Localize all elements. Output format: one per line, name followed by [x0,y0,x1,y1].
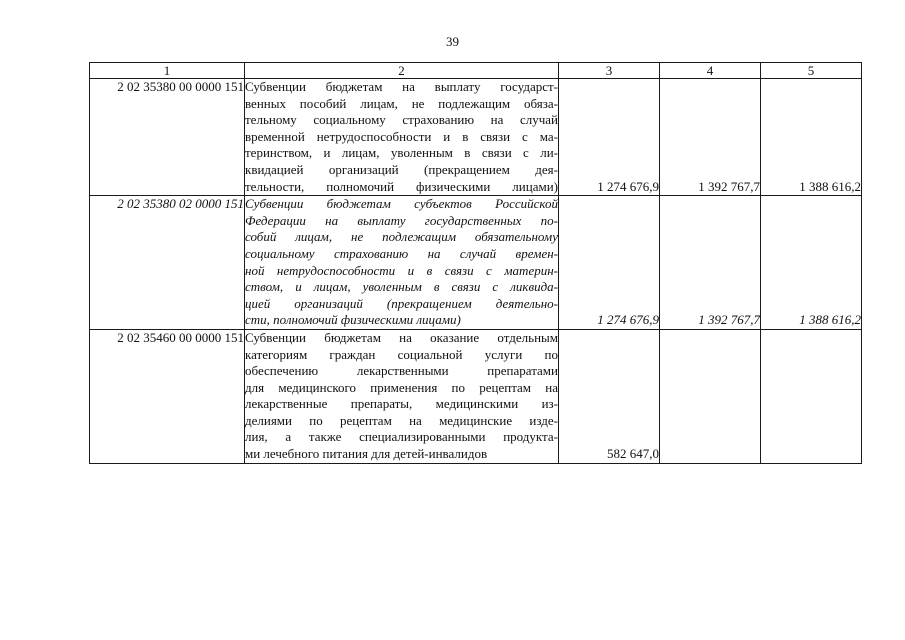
table-row [90,329,862,463]
amount-col4-cell [660,329,761,463]
amount-col5-cell: 1 388 616,2 [761,79,862,196]
description-line: квидацией организаций (прекращением дея- [245,161,558,177]
column-header-3: 3 [559,63,660,79]
description-line: Федерации на выплату государственных по- [245,212,558,228]
description-line: лия, а также специализированными продукта- [245,429,558,445]
description-line: тельному социальному страхованию на случай [245,112,558,128]
column-header-4: 4 [660,63,761,79]
description-line: Субвенции бюджетам на оказание отдельным [245,329,558,345]
description-line: обеспечению лекарственными препаратами [245,363,558,379]
table-header-row [90,63,862,79]
description-line: ной нетрудоспособности и в связи с материн- [245,262,558,278]
amount-col4-cell: 1 392 767,7 [660,79,761,196]
column-header-2: 2 [245,63,559,79]
description-line: социальному страхованию на случай времен- [245,245,558,261]
description-line: цией организаций (прекращением деятельно- [245,295,558,311]
amount-col3-cell: 1 274 676,9 [559,79,660,196]
budget-code-cell: 2 02 35460 00 0000 151 [90,329,245,463]
description-line: венных пособий лицам, не подлежащим обяза- [245,95,558,111]
description-line: временной нетрудоспособности и в связи с ма- [245,128,558,144]
description-cell [245,196,559,330]
description-line: категориям граждан социальной услуги по [245,346,558,362]
description-cell [245,329,559,463]
amount-col5-cell: 1 388 616,2 [761,196,862,330]
table-row [90,196,862,330]
description-cell [245,79,559,196]
amount-col3-cell: 1 274 676,9 [559,196,660,330]
budget-code-cell: 2 02 35380 00 0000 151 [90,79,245,196]
column-header-5: 5 [761,63,862,79]
description-line: ми лечебного питания для детей-инвалидов [245,446,488,462]
description-line: для медицинского применения по рецептам на [245,379,558,395]
table-row [90,79,862,196]
description-line: делиями по рецептам на медицинские изде- [245,412,558,428]
budget-code-cell: 2 02 35380 02 0000 151 [90,196,245,330]
description-line: лекарственные препараты, медицинскими из- [245,396,558,412]
description-line: собий лицам, не подлежащим обязательному [245,229,558,245]
budget-table [89,62,862,464]
description-line: теринством, и лицам, уволенным в связи с ли- [245,145,558,161]
page-number: 39 [446,34,459,49]
description-line: ством, и лицам, уволенным в связи с ликвида- [245,279,558,295]
amount-col4-cell: 1 392 767,7 [660,196,761,330]
amount-col3-cell: 582 647,0 [559,329,660,463]
amount-col5-cell [761,329,862,463]
description-line: тельности, полномочий физическими лицами) [245,178,558,194]
description-line: Субвенции бюджетам субъектов Российской [245,196,558,212]
description-line: сти, полномочий физическими лицами) [245,312,461,328]
column-header-1: 1 [90,63,245,79]
description-line: Субвенции бюджетам на выплату государст- [245,79,558,94]
